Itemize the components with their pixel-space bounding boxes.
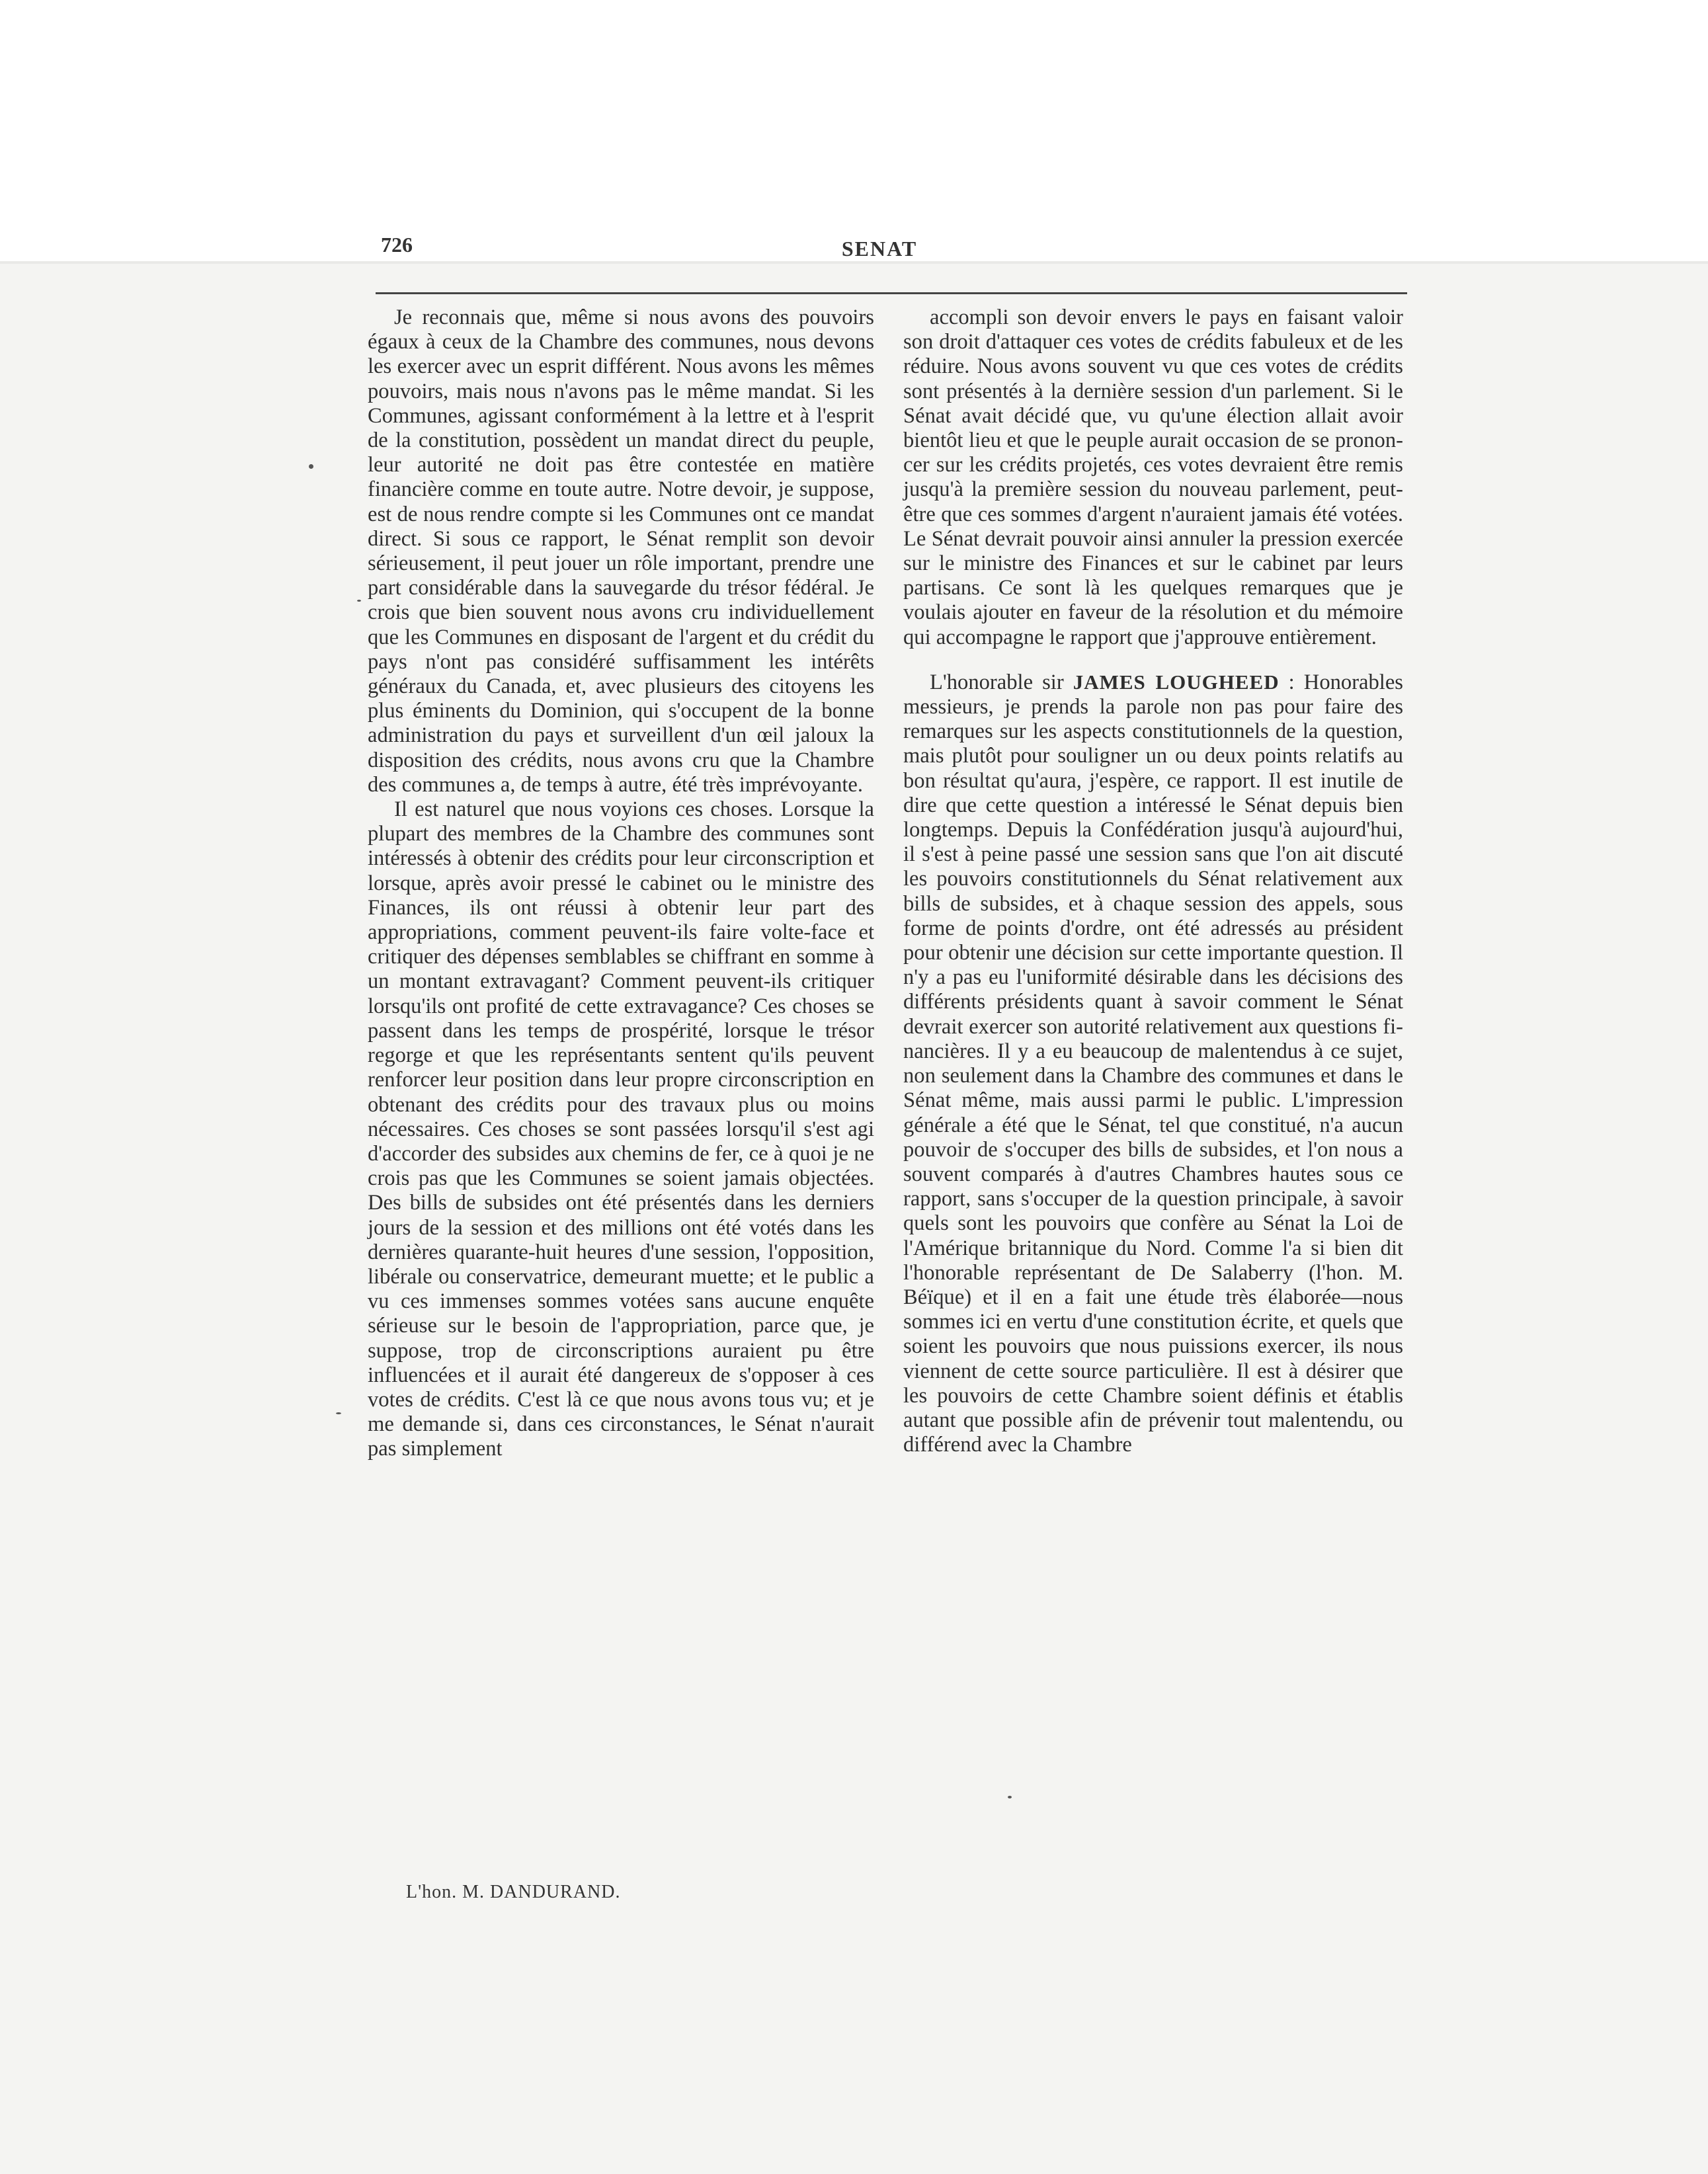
right-paragraph-2 bbox=[903, 670, 1403, 1458]
left-paragraph-2: Il est naturel que nous voyions ces choses. Lorsque la plupart des membres de la Chambre des communes sont intéressés à obtenir des crédits pour leur circonscription et lorsque, après avoir pressé le cabinet ou le ministre des Finances, ils ont réussi à obtenir leur part des appropriations, comment peuvent-ils faire volte-face et critiquer des dépenses semblables se chiffrant en somme à un montant extravagant? Comment peuvent-ils critiquer lorsqu'ils ont profité de cette extravagance? Ces choses se passent dans les temps de prospérité, lorsque le trésor regorge et que les représentants sentent qu'ils peuvent renforcer leur position dans leur propre circonscription en obtenant des crédits pour des travaux plus ou moins nécessaires. Ces choses se sont passées lorsqu'il s'est agi d'accorder des subsides aux chemins de fer, ce à quoi je ne crois pas que les Communes se soient jamais objectées. Des bills de subsides ont été présentés dans les derniers jours de la session et des millions ont été votés dans les dernières quarante-huit heures d'une session, l'opposition, libérale ou conservatrice, demeurant muette; et le public a vu ces immenses sommes votées sans aucune enquête sérieuse sur le besoin de l'appropriation, parce que, je suppose, trop de circonscriptions auraient pu être influencées et il aurait été dangereux de s'opposer à ces votes de crédits. C'est là ce que nous avons tous vu; et je me demande si, dans ces circonstances, le Sénat n'aurait pas simplement bbox=[368, 797, 874, 1461]
header-rule bbox=[376, 292, 1407, 294]
right-paragraph-1: accompli son devoir envers le pays en faisant valoir son droit d'attaquer ces votes de crédits fabuleux et de les réduire. Nous avons souvent vu que ces votes de crédits sont présentés à la dernière session d'un parlement. Si le Sénat avait décidé que, vu qu'une élection allait avoir bientôt lieu et que le peuple aurait occasion de se prononcer sur les crédits projetés, ces votes devraient être remis jusqu'à la première session du nouveau parlement, peut-être que ces sommes d'argent n'auraient jamais été votées. Le Sénat devrait pouvoir ainsi annuler la pression exercée sur le ministre des Finances et sur le cabinet par leurs partisans. Ce sont là les quelques remarques que je voulais ajouter en faveur de la résolution et du mémoire qui accompagne le rapport que j'approuve entièrement. bbox=[903, 305, 1403, 649]
scan-top-band bbox=[0, 0, 1708, 261]
left-paragraph-1: Je reconnais que, même si nous avons des pouvoirs égaux à ceux de la Chambre des communes, nous devons les exercer avec un esprit différent. Nous avons les mêmes pouvoirs, mais nous n'avons pas le même mandat. Si les Communes, agissant conformément à la lettre et à l'esprit de la constitution, possèdent un mandat direct du peuple, leur autorité ne doit pas être contestée en matière financière comme en toute autre. Notre devoir, je suppose, est de nous rendre compte si les Communes ont ce mandat direct. Si sous ce rapport, le Sénat remplit son devoir sérieusement, il peut jouer un rôle important, prendre une part considérable dans la sauvegarde du trésor fédéral. Je crois que bien souvent nous avons cru individuellement que les Communes en disposant de l'argent et du crédit du pays n'ont pas considéré suffisamment les intérêts généraux du Canada, et, avec plusieurs des citoyens les plus éminents du Dominion, qui s'occupent de la bonne administration du pays et surveillent d'un œil jaloux la disposition des crédits, nous avons cru que la Chambre des communes a, de temps à autre, été très imprévoyante. bbox=[368, 305, 874, 797]
speaker-name: JAMES LOUGHEED bbox=[1073, 670, 1280, 694]
right-paragraph-2-body: Honorables messieurs, je prends la parole non pas pour faire des remarques sur les aspects constitutionnels de la question, mais plutôt pour souligner un ou deux points relatifs au bon résultat qu'aura, j'espère, ce rapport. Il est inutile de dire que cette question a intéressé le Sénat depuis bien longtemps. Depuis la Confédération jusqu'à aujourd'hui, il s'est à peine passé une session sans que l'on ait discuté les pouvoirs constitutionnels du Sénat relativement aux bills de subsides, et à chaque session des appels, sous forme de points d'ordre, ont été adressés au président pour obtenir une décision sur cette importante question. Il n'y a pas eu l'uniformité désirable dans les décisions des différents présidents quant à savoir comment le Sénat devrait exercer son autorité relativement aux questions financières. Il y a eu beaucoup de malentendus à ce sujet, non seulement dans la Chambre des communes et dans le Sénat même, mais aussi parmi le public. L'impression générale a été que le Sénat, tel que constitué, n'a aucun pouvoir de s'occuper des bills de subsides, et l'on nous a souvent comparés à d'autres Chambres hautes sous ce rapport, sans s'occuper de la question principale, à savoir quels sont les pouvoirs que confère au Sénat la Loi de l'Amérique britannique du Nord. Comme l'a si bien dit l'honorable représentant de De Salaberry (l'hon. M. Béïque) et il en a fait une étude très élaborée—nous sommes ici en vertu d'une constitution écrite, et quels que soient les pouvoirs que nous puissions exercer, ils nous viennent de cette source particulière. Il est à désirer que les pouvoirs de cette Chambre soient définis et établis autant que possible afin de prévenir tout malentendu, ou différend avec la Chambre bbox=[903, 670, 1403, 1457]
speaker-suffix: : bbox=[1279, 670, 1295, 694]
scan-speck bbox=[357, 600, 361, 602]
scan-speck bbox=[336, 1412, 341, 1414]
page-number: 726 bbox=[381, 233, 413, 257]
page-footer-speaker: L'hon. M. DANDURAND. bbox=[406, 1882, 621, 1902]
scan-band-edge bbox=[0, 261, 1708, 264]
left-column bbox=[368, 305, 874, 1462]
scan-speck bbox=[309, 464, 313, 469]
scan-speck bbox=[1008, 1796, 1012, 1798]
speaker-prefix: L'honorable sir bbox=[930, 670, 1073, 694]
running-head: SENAT bbox=[841, 237, 918, 261]
right-column bbox=[903, 305, 1403, 1457]
